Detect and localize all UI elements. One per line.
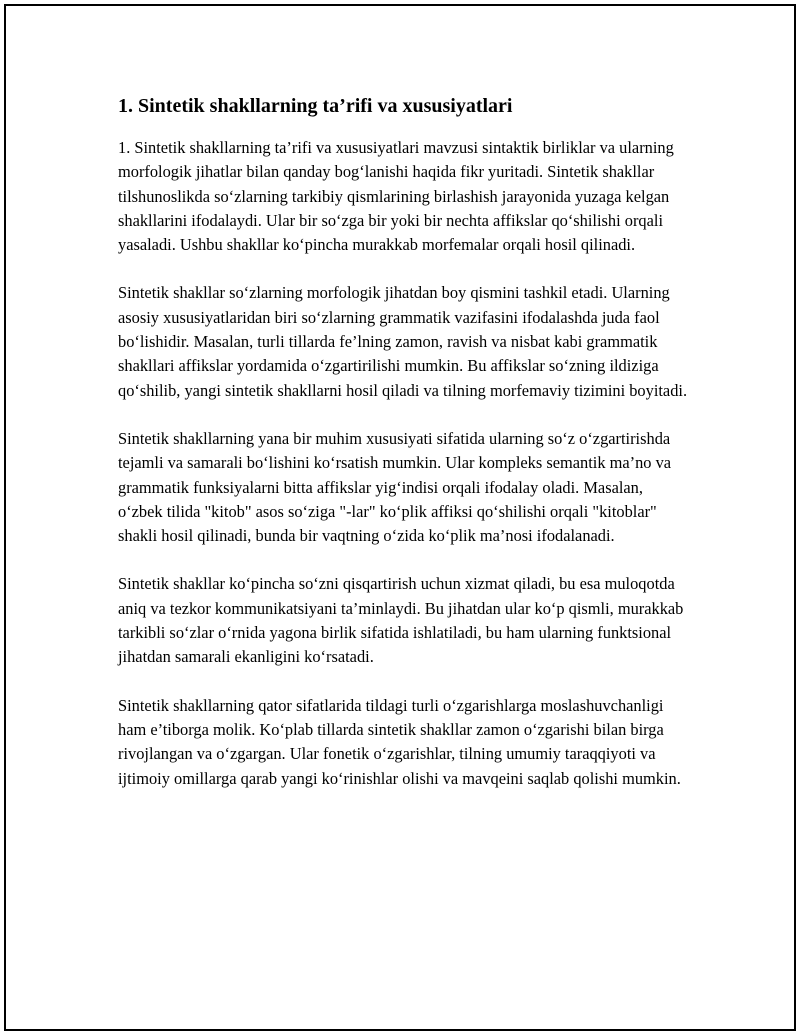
document-body (118, 92, 688, 815)
paragraph-3: Sintetik shakllarning yana bir muhim xususiyati sifatida ularning so‘z o‘zgartirishda tejamli va samarali bo‘lishini ko‘rsatish mumkin. Ular kompleks semantik ma’no va grammatik funksiyalarni bitta affikslar yig‘indisi orqali ifodalay oladi. Masalan, o‘zbek tilida "kitob" asos so‘ziga "-lar" ko‘plik affiksi qo‘shilishi orqali "kitoblar" shakli hosil qilinadi, bunda bir vaqtning o‘zida ko‘plik ma’nosi ifodalanadi. (118, 428, 672, 546)
paragraph-1: 1. Sintetik shakllarning ta’rifi va xususiyatlari mavzusi sintaktik birliklar va ularning morfologik jihatlar bilan qanday bog‘lanishi haqida fikr yuritadi. Sintetik shakllar tilshunoslikda so‘zlarning tarkibiy qismlarining birlashish jarayonida yuzaga kelgan shakllarini ifodalaydi. Ular bir so‘zga bir yoki bir nechta affikslar qo‘shilishi orqali yasaladi. Ushbu shakllar ko‘pincha murakkab morfemalar orqali hosil qilinadi. (118, 138, 674, 255)
paragraph-4: Sintetik shakllar ko‘pincha so‘zni qisqartirish uchun xizmat qiladi, bu esa muloqotda aniq va tezkor kommunikatsiyani ta’minlaydi. Bu jihatdan ular ko‘p qismli, murakkab tarkibli so‘zlar o‘rnida yagona birlik sifatida ishlatiladi, bu ham ularning funktsional jihatdan samarali ekanligini ko‘rsatadi. (118, 574, 684, 667)
paragraph-5: Sintetik shakllarning qator sifatlarida tildagi turli o‘zgarishlarga moslashuvchanligi ham e’tiborga molik. Ko‘plab tillarda sintetik shakllar zamon o‘zgarishi bilan birga rivojlangan va o‘zgargan. Ular fonetik o‘zgarishlar, tilning umumiy taraqqiyoti va ijtimoiy omillarga qarab yangi ko‘rinishlar olishi va mavqeini saqlab qolishi mumkin. (118, 695, 681, 788)
paragraph-2: Sintetik shakllar so‘zlarning morfologik jihatdan boy qismini tashkil etadi. Ularning asosiy xususiyatlaridan biri so‘zlarning grammatik vazifasini ifodalashda juda faol bo‘lishidir. Masalan, turli tillarda fe’lning zamon, ravish va nisbat kabi grammatik shakllari affikslar yordamida o‘zgartirilishi mumkin. Bu affikslar so‘zning ildiziga qo‘shilib, yangi sintetik shakllarni hosil qiladi va tilning morfemaviy tizimini boyitadi. (118, 283, 688, 400)
section-heading: 1. Sintetik shakllarning ta’rifi va xususiyatlari (118, 95, 513, 117)
